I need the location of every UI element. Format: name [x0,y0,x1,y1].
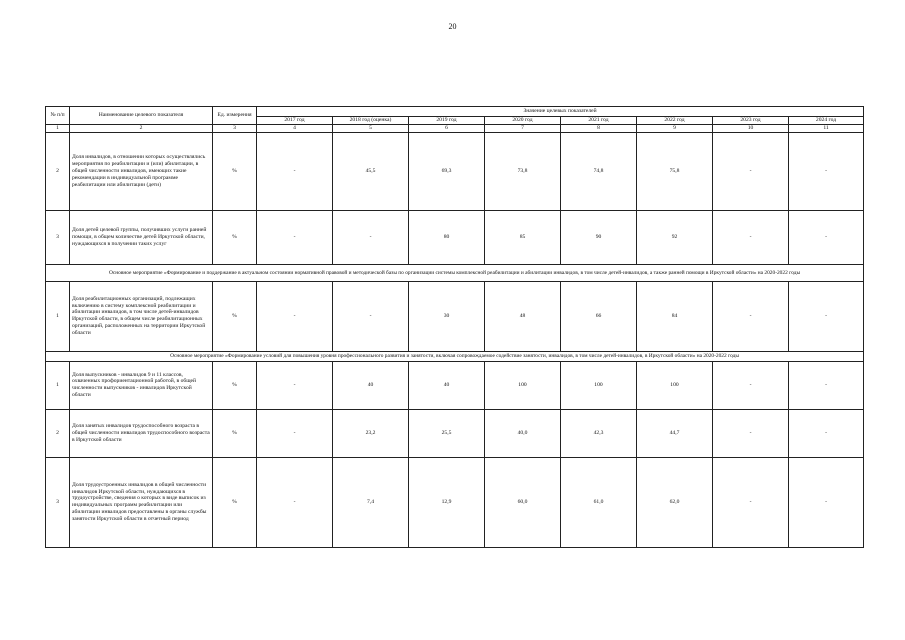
row-num: 2 [46,132,70,210]
header-year: 2020 год [485,117,561,125]
value-cell: - [789,281,864,351]
col-number: 3 [213,124,257,132]
value-cell: 45,5 [333,132,409,210]
value-cell: - [789,210,864,264]
header-year: 2024 год [789,117,864,125]
value-cell: 100 [561,361,637,409]
value-cell: 40 [333,361,409,409]
value-cell: - [713,409,789,457]
col-number: 2 [70,124,213,132]
value-cell: 60,0 [485,457,561,547]
col-number: 4 [257,124,333,132]
value-cell: - [333,210,409,264]
header-year: 2023 год [713,117,789,125]
value-cell: 48 [485,281,561,351]
value-cell: - [257,210,333,264]
row-num: 2 [46,409,70,457]
header-num: № п/п [46,107,70,125]
value-cell: - [257,409,333,457]
value-cell: 7,4 [333,457,409,547]
row-num: 3 [46,457,70,547]
value-cell: 69,3 [409,132,485,210]
section-heading: Основное мероприятие «Формирование и поддержание в актуальном состоянии нормативной правовой и методической базы по организации системы комплексной реабилитации и абилитации инвалидов, в том числе детей-инвалидов, а также ранней помощи в Иркутской области» на 2020-2022 годы [46,264,864,281]
value-cell: - [713,132,789,210]
row-unit: % [213,409,257,457]
value-cell: 100 [485,361,561,409]
row-num: 1 [46,281,70,351]
value-cell: 75,8 [637,132,713,210]
row-unit: % [213,132,257,210]
section-row [46,264,864,281]
indicator-name: Доля детей целевой группы, получивших услуги ранней помощи, в общем количестве детей Иркутской области, нуждающихся в получении таких услуг [70,210,213,264]
header-year: 2022 год [637,117,713,125]
value-cell: 90 [561,210,637,264]
value-cell: - [333,281,409,351]
value-cell: 40 [409,361,485,409]
header-year: 2017 год [257,117,333,125]
value-cell: - [713,210,789,264]
table-row [46,457,864,547]
header-year: 2019 год [409,117,485,125]
row-unit: % [213,281,257,351]
value-cell: - [713,361,789,409]
table-row [46,132,864,210]
indicator-name: Доля трудоустроенных инвалидов в общей численности инвалидов Иркутской области, нуждающихся в трудоустройстве, сведения о которых в виде выписок из индивидуальных программ реабилитации или абилитации инвалидов предоставлены в органы службы занятости Иркутской области в отчетный период [70,457,213,547]
value-cell: - [713,281,789,351]
value-cell: - [789,361,864,409]
value-cell: 80 [409,210,485,264]
value-cell: - [257,457,333,547]
header-values-group: Значение целевых показателей [257,107,864,117]
section-row [46,351,864,361]
value-cell: 73,8 [485,132,561,210]
value-cell: 23,2 [333,409,409,457]
table-row [46,281,864,351]
value-cell: 44,7 [637,409,713,457]
section-heading: Основное мероприятие «Формирование условий для повышения уровня профессионального развития и занятости, включая сопровождаемое содействие занятости, инвалидов, в том числе детей-инвалидов, в Иркутской области» на 2020-2022 годы [46,351,864,361]
value-cell: 85 [485,210,561,264]
value-cell: 40,0 [485,409,561,457]
value-cell: 66 [561,281,637,351]
value-cell: 42,3 [561,409,637,457]
value-cell: 12,9 [409,457,485,547]
col-number: 7 [485,124,561,132]
table-row [46,361,864,409]
value-cell: - [789,132,864,210]
value-cell: - [789,457,864,547]
row-num: 3 [46,210,70,264]
row-unit: % [213,210,257,264]
indicator-name: Доля занятых инвалидов трудоспособного возраста в общей численности инвалидов трудоспособного возраста в Иркутской области [70,409,213,457]
col-number: 10 [713,124,789,132]
value-cell: 74,8 [561,132,637,210]
value-cell: 62,0 [637,457,713,547]
value-cell: - [257,132,333,210]
value-cell: 92 [637,210,713,264]
table-row [46,409,864,457]
indicator-name: Доля выпускников - инвалидов 9 и 11 классов, охваченных профориентационной работой, в общей численности выпускников - инвалидов Иркутской области [70,361,213,409]
header-year: 2021 год [561,117,637,125]
row-unit: % [213,457,257,547]
column-numbers-row [46,124,864,132]
value-cell: 84 [637,281,713,351]
value-cell: - [789,409,864,457]
col-number: 9 [637,124,713,132]
value-cell: 100 [637,361,713,409]
indicator-name: Доля реабилитационных организаций, подлежащих включению в систему комплексной реабилитации и абилитации инвалидов, в том числе детей-инвалидов Иркутской области, в общем числе реабилитационных организаций, расположенных на территории Иркутской области [70,281,213,351]
col-number: 5 [333,124,409,132]
value-cell: - [257,281,333,351]
row-num: 1 [46,361,70,409]
value-cell: 25,5 [409,409,485,457]
col-number: 1 [46,124,70,132]
table-row [46,210,864,264]
header-row [46,107,864,117]
header-name: Наименование целевого показателя [70,107,213,125]
header-unit: Ед. измерения [213,107,257,125]
value-cell: - [713,457,789,547]
value-cell: 30 [409,281,485,351]
page-number: 20 [448,22,457,31]
col-number: 8 [561,124,637,132]
row-unit: % [213,361,257,409]
indicator-name: Доля инвалидов, в отношении которых осуществлялись мероприятия по реабилитации и (или) абилитации, в общей численности инвалидов, имеющих такие рекомендации в индивидуальной программе реабилитации или абилитации (дети) [70,132,213,210]
value-cell: 61,0 [561,457,637,547]
value-cell: - [257,361,333,409]
header-year: 2018 год (оценка) [333,117,409,125]
col-number: 6 [409,124,485,132]
target-indicators-table [45,106,864,548]
col-number: 11 [789,124,864,132]
